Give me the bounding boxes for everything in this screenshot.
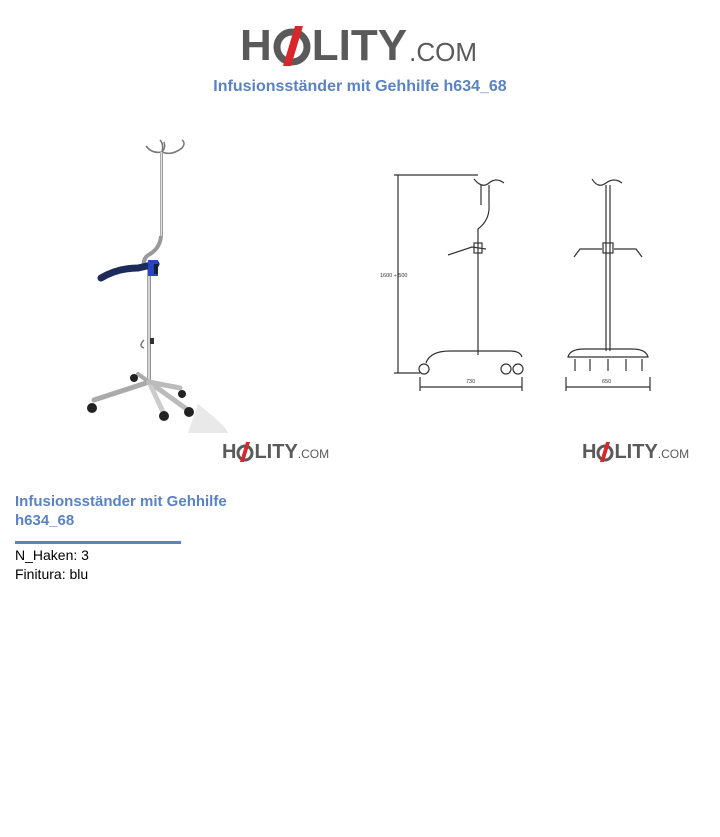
- logo-suffix: .COM: [409, 37, 477, 67]
- logo-o-icon: [273, 24, 311, 68]
- spec-list: [15, 546, 89, 584]
- logo-o-icon: [236, 442, 254, 462]
- title-underline: [15, 541, 181, 544]
- logo-letters-lity: LITY: [254, 441, 298, 463]
- logo-suffix: .COM: [297, 447, 330, 461]
- logo-suffix: .COM: [657, 447, 690, 461]
- holity-logo-small-right: [582, 436, 689, 462]
- spec-row-finitura: Finitura: blu: [15, 566, 89, 582]
- spec-value: blu: [69, 566, 89, 582]
- front-width-label: 650: [602, 379, 612, 385]
- product-title: Infusionsständer mit Gehhilfe h634_68: [15, 493, 227, 529]
- logo-letter-h: H: [240, 21, 272, 70]
- spec-key: Finitura: [15, 566, 62, 582]
- product-photo: [68, 118, 248, 433]
- spec-value: 3: [81, 547, 89, 563]
- logo-letters-lity: LITY: [311, 21, 408, 70]
- technical-drawing: [370, 165, 660, 395]
- holity-logo-small-left: [222, 436, 329, 462]
- height-dimension-label: 1600 ÷ 500: [380, 273, 408, 279]
- logo-letter-h: H: [582, 441, 597, 463]
- holity-logo[interactable]: [240, 12, 477, 68]
- page-title: Infusionsständer mit Gehhilfe h634_68: [213, 78, 507, 95]
- spec-row-n-haken: N_Haken: 3: [15, 547, 89, 563]
- logo-letters-lity: LITY: [614, 441, 658, 463]
- side-width-label: 730: [466, 379, 476, 385]
- logo-letter-h: H: [222, 441, 237, 463]
- spec-key: N_Haken: [15, 547, 74, 563]
- logo-o-icon: [596, 442, 614, 462]
